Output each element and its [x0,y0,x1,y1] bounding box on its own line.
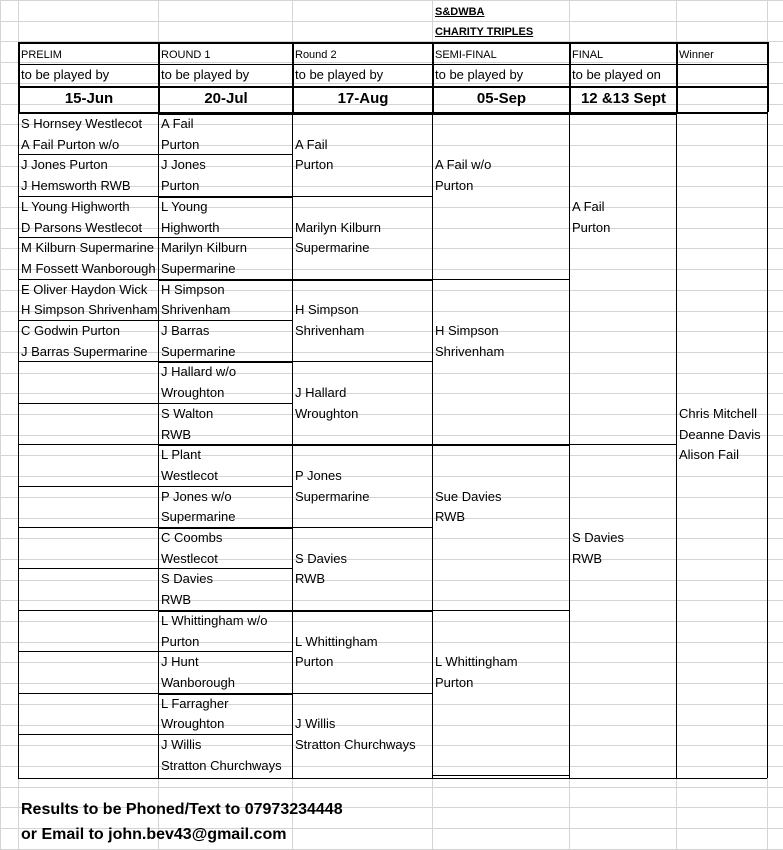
round1-team-club: RWB [161,592,192,608]
round1-team-name: L Young [161,198,208,214]
match-border [432,444,569,446]
match-border [292,527,432,528]
round2-team-club: RWB [295,571,326,587]
played-by-label: to be played by [435,67,524,82]
match-border [18,693,158,694]
round2-team-name: J Willis [295,716,336,732]
grid-row-line [0,21,783,22]
match-border [432,113,569,115]
semi-team-club: Purton [435,674,474,690]
round1-team-club: Westlecot [161,550,218,566]
round1-team-name: J Hunt [161,654,199,670]
match-border [292,196,432,197]
footer-email: or Email to john.bev43@gmail.com [21,826,287,843]
round-header: PRELIM [21,49,62,61]
round1-team-club: Purton [161,136,200,152]
round1-team-name: Marilyn Kilburn [161,240,247,256]
title-line-1: S&DWBA [435,6,485,18]
round1-team-club: Wroughton [161,716,225,732]
semi-team-name: Sue Davies [435,488,502,504]
prelim-team: S Hornsey Westlecot [21,116,143,131]
prelim-team: C Godwin Purton [21,323,120,338]
prelim-team: D Parsons Westlecot [21,219,143,235]
match-border [292,113,432,115]
round1-team-club: Supermarine [161,509,236,525]
semi-team-name: A Fail w/o [435,157,492,173]
match-border [292,610,432,612]
round2-team-name: H Simpson [295,302,359,318]
round1-team-club: Highworth [161,219,220,235]
semi-team-club: Purton [435,178,474,194]
round1-team-club: Westlecot [161,467,218,483]
match-border [569,113,676,115]
final-team-name: S Davies [572,530,625,545]
round1-team-name: J Jones [161,157,206,173]
prelim-team: H Simpson Shrivenham [21,302,158,318]
round2-team-club: Wroughton [295,405,359,421]
round1-team-name: L Whittingham w/o [161,612,268,628]
round-date: 20-Jul [204,90,248,107]
round2-team-club: Supermarine [295,240,370,256]
prelim-team: J Barras Supermarine [21,343,148,359]
semi-team-name: L Whittingham [435,654,518,670]
match-border [18,734,158,735]
round1-team-name: J Barras [161,323,210,338]
round2-team-club: Purton [295,157,334,173]
round-date: 17-Aug [337,90,389,107]
semi-team-club: Shrivenham [435,343,505,359]
round1-team-club: Wanborough [161,674,235,690]
match-border [18,568,158,569]
round1-team-club: Supermarine [161,260,236,276]
round1-team-name: A Fail [161,116,194,131]
grid-col-line [0,0,1,849]
final-team-club: Purton [572,219,611,235]
grid-row-line [0,455,783,456]
final-team-name: A Fail [572,198,605,214]
round1-team-name: J Willis [161,737,202,752]
footer-phone: Results to be Phoned/Text to 07973234448 [21,801,343,818]
grid-row-line [0,0,783,1]
round1-team-name: J Hallard w/o [161,364,237,380]
round2-team-name: Marilyn Kilburn [295,219,381,235]
match-border [292,361,432,362]
grid-row-line [0,621,783,622]
round-date: 05-Sep [476,90,527,107]
round2-team-club: Stratton Churchways [295,737,416,752]
bracket-col-border [767,112,768,778]
grid-row-line [0,704,783,705]
round-header: Round 2 [295,49,337,61]
round1-team-name: H Simpson [161,281,225,297]
prelim-team: M Fossett Wanborough [21,260,156,276]
round-date: 12 &13 Sept [580,90,667,107]
winner-name: Deanne Davis [679,426,761,442]
round-header: FINAL [572,49,604,61]
title-line-2: CHARITY TRIPLES [435,26,534,38]
header-top-border [18,42,767,44]
round2-team-name: A Fail [295,136,328,152]
prelim-team: A Fail Purton w/o [21,136,120,152]
grid-row-line [0,787,783,788]
prelim-team: E Oliver Haydon Wick [21,281,148,297]
round2-team-name: P Jones [295,467,342,483]
grid-row-line [0,766,783,767]
match-border [18,444,158,445]
round2-team-club: Supermarine [295,488,370,504]
header-border [18,86,767,88]
grid-row-line [0,518,783,519]
played-by-label: to be played on [572,67,661,82]
round1-team-name: S Davies [161,571,214,587]
bracket-bottom-border [18,778,767,779]
round-header: Winner [679,49,714,61]
round1-team-club: Shrivenham [161,302,231,318]
grid-row-line [0,600,783,601]
grid-row-line [0,373,783,374]
grid-row-line [0,683,783,684]
played-by-label: to be played by [295,67,384,82]
prelim-team: M Kilburn Supermarine [21,240,154,256]
match-border [18,610,158,611]
round-header: ROUND 1 [161,49,211,61]
match-border [432,279,569,280]
round1-team-name: P Jones w/o [161,488,232,504]
round2-team-name: J Hallard [295,385,347,401]
semi-team-name: H Simpson [435,323,499,338]
match-border [18,486,158,487]
prelim-team: L Young Highworth [21,198,130,214]
match-border [292,279,432,281]
match-border [18,527,158,528]
prelim-team: J Hemsworth RWB [21,178,131,194]
match-border [569,444,676,445]
round1-team-name: C Coombs [161,530,223,545]
round1-team-club: Wroughton [161,385,225,401]
match-border [18,403,158,404]
round1-team-name: S Walton [161,405,214,421]
prelim-team: J Jones Purton [21,157,108,173]
match-border [432,610,569,611]
round2-team-name: S Davies [295,550,348,566]
round1-team-name: L Plant [161,447,201,463]
round1-team-club: Purton [161,178,200,194]
played-by-label: to be played by [161,67,250,82]
round1-team-club: RWB [161,426,192,442]
winner-name: Chris Mitchell [679,405,758,421]
round1-team-club: Supermarine [161,343,236,359]
round1-team-club: Stratton Churchways [161,757,282,773]
round1-team-club: Purton [161,633,200,649]
played-by-label: to be played by [21,67,110,82]
final-team-club: RWB [572,550,603,566]
round1-team-name: L Farragher [161,695,229,711]
match-border [292,693,432,694]
grid-row-line [0,435,783,436]
round-header: SEMI-FINAL [435,49,497,61]
round2-team-club: Shrivenham [295,323,365,338]
match-border [432,775,569,776]
round2-team-club: Purton [295,654,334,670]
match-border [292,444,432,446]
match-border [18,651,158,652]
round-date: 15-Jun [64,90,114,107]
semi-team-club: RWB [435,509,466,525]
round2-team-name: L Whittingham [295,633,378,649]
winner-name: Alison Fail [679,447,739,463]
